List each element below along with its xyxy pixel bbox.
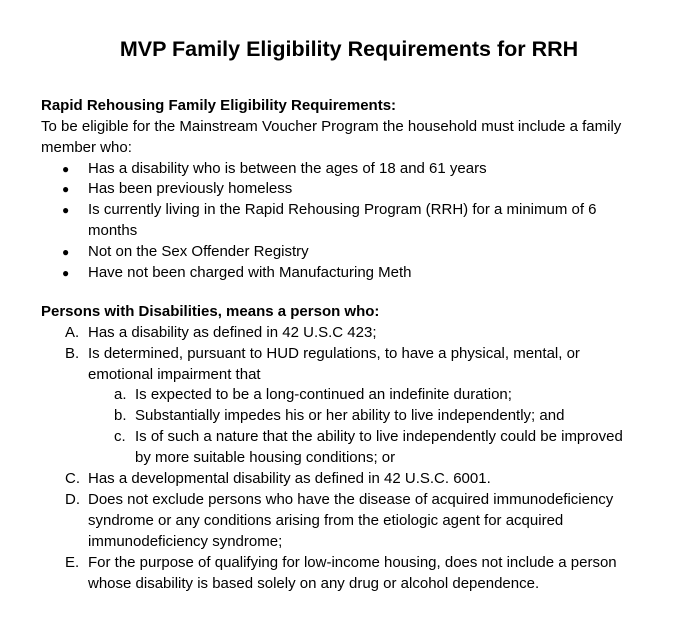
sub-list-item-text-continued: by more suitable housing conditions; or <box>135 449 396 466</box>
list-marker: C. <box>65 470 80 487</box>
sub-list-marker: b. <box>114 407 127 424</box>
bullet-item-text: Has been previously homeless <box>88 180 293 197</box>
list-marker: B. <box>65 345 80 362</box>
bullet-item-text: Not on the Sex Offender Registry <box>88 243 309 260</box>
list-item-text-continued: syndrome or any conditions arising from the etiologic agent for acquired <box>88 512 564 529</box>
list-item-text: Is determined, pursuant to HUD regulations, to have a physical, mental, or <box>88 345 580 362</box>
list-marker: E. <box>65 554 80 571</box>
list-item-text-continued: immunodeficiency syndrome; <box>88 533 283 550</box>
bullet-icon: ● <box>62 182 70 196</box>
bullet-item-text: Has a disability who is between the ages of 18 and 61 years <box>88 160 487 177</box>
sub-list-marker: c. <box>114 428 126 445</box>
bullet-icon: ● <box>62 245 70 259</box>
list-item-text-continued: whose disability is based solely on any drug or alcohol dependence. <box>88 575 540 592</box>
sub-list-item-text: Is of such a nature that the ability to live independently could be improved <box>135 428 623 445</box>
intro-text-line: member who: <box>41 139 132 156</box>
sub-list-item-text: Substantially impedes his or her ability to live independently; and <box>135 407 565 424</box>
sub-list-marker: a. <box>114 386 127 403</box>
list-item-text: Has a disability as defined in 42 U.S.C 423; <box>88 324 377 341</box>
list-marker: A. <box>65 324 80 341</box>
bullet-item-text: Have not been charged with Manufacturing Meth <box>88 264 412 281</box>
section-heading-rrh: Rapid Rehousing Family Eligibility Requirements: <box>41 97 397 114</box>
intro-text-line: To be eligible for the Mainstream Voucher Program the household must include a family <box>41 118 622 135</box>
list-marker: D. <box>65 491 80 508</box>
bullet-icon: ● <box>62 266 70 280</box>
list-item-text: Has a developmental disability as defined in 42 U.S.C. 6001. <box>88 470 491 487</box>
document-title: MVP Family Eligibility Requirements for RRH <box>119 37 579 61</box>
bullet-icon: ● <box>62 203 70 217</box>
list-item-text: For the purpose of qualifying for low-income housing, does not include a person <box>88 554 617 571</box>
section-heading-disabilities: Persons with Disabilities, means a person who: <box>41 303 380 320</box>
sub-list-item-text: Is expected to be a long-continued an indefinite duration; <box>135 386 512 403</box>
bullet-item-text: Is currently living in the Rapid Rehousing Program (RRH) for a minimum of 6 <box>88 201 597 218</box>
bullet-icon: ● <box>62 162 70 176</box>
list-item-text-continued: emotional impairment that <box>88 366 261 383</box>
bullet-item-text-continued: months <box>88 222 138 239</box>
list-item-text: Does not exclude persons who have the disease of acquired immunodeficiency <box>88 491 614 508</box>
